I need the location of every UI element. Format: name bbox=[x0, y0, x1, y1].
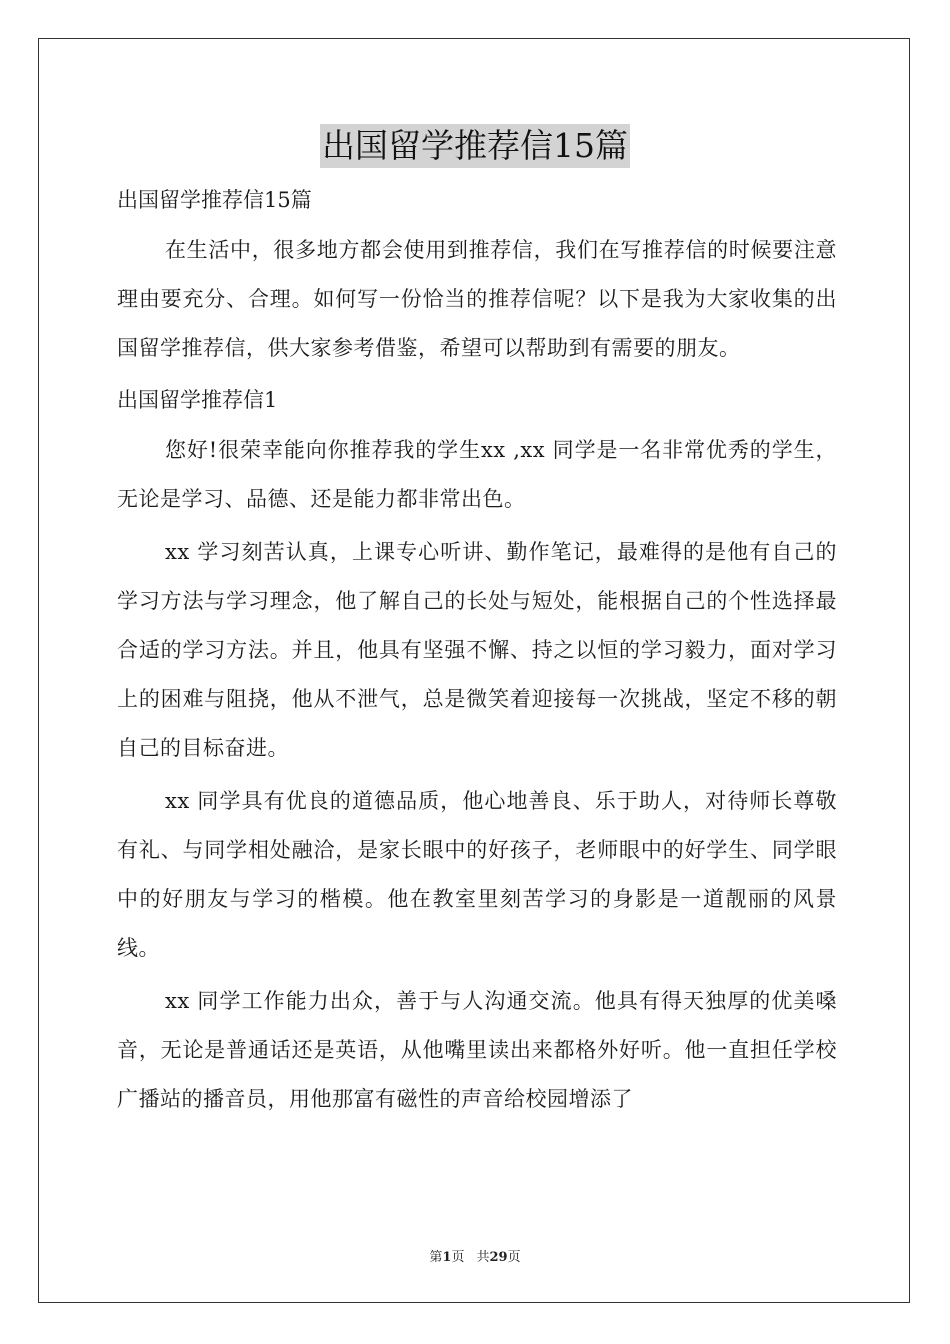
total-pages: 29 bbox=[489, 1250, 508, 1265]
title-container bbox=[0, 124, 950, 168]
body-paragraph: xx 学习刻苦认真，上课专心听讲、勤作笔记，最难得的是他有自己的学习方法与学习理念，他了解自己的长处与短处，能根据自己的个性选择最合适的学习方法。并且，他具有坚强不懈、持之以恒的学习毅力，面对学习上的困难与阻挠，他从不泄气，总是微笑着迎接每一次挑战，坚定不移的朝自己的目标奋进。 bbox=[117, 540, 837, 760]
document-title: 出国留学推荐信15篇 bbox=[320, 124, 630, 168]
intro-paragraph: 在生活中，很多地方都会使用到推荐信，我们在写推荐信的时候要注意理由要充分、合理。如何写一份恰当的推荐信呢？以下是我为大家收集的出国留学推荐信，供大家参考借鉴，希望可以帮助到有需要的朋友。 bbox=[117, 238, 837, 360]
total-prefix: 共 bbox=[476, 1250, 490, 1265]
body-paragraph: xx 同学具有优良的道德品质，他心地善良、乐于助人，对待师长尊敬有礼、与同学相处融洽，是家长眼中的好孩子，老师眼中的好学生、同学眼中的好朋友与学习的楷模。他在教室里刻苦学习的身影是一道靓丽的风景线。 bbox=[117, 789, 837, 960]
page-footer bbox=[0, 1246, 950, 1265]
body-paragraph: 您好!很荣幸能向你推荐我的学生xx ,xx 同学是一名非常优秀的学生，无论是学习、品德、还是能力都非常出色。 bbox=[117, 438, 837, 511]
document-body bbox=[117, 177, 837, 1124]
document-subtitle: 出国留学推荐信15篇 bbox=[117, 188, 312, 212]
section-heading: 出国留学推荐信1 bbox=[117, 388, 278, 412]
page-prefix: 第 bbox=[429, 1250, 443, 1265]
page-number: 1 bbox=[442, 1250, 452, 1265]
page-suffix: 页 bbox=[451, 1250, 465, 1265]
body-paragraph: xx 同学工作能力出众，善于与人沟通交流。他具有得天独厚的优美嗓音，无论是普通话还是英语，从他嘴里读出来都格外好听。他一直担任学校广播站的播音员，用他那富有磁性的声音给校园增添了 bbox=[117, 989, 837, 1111]
total-suffix: 页 bbox=[507, 1250, 521, 1265]
